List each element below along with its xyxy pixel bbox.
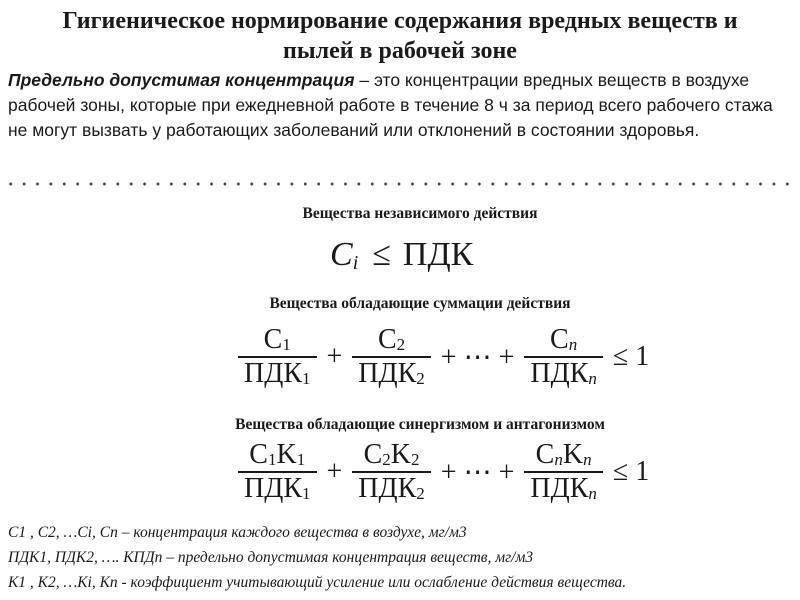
page-title [0,6,800,66]
formula-summation [238,324,659,390]
formula-independent [330,236,473,274]
plus-ellipsis-operator: + ⋯ + [440,457,515,488]
heading-synergism-antagonism: Вещества обладающие синергизмом и антагонизмом [235,416,605,433]
dotted-divider [4,182,798,186]
fraction-term-1 [238,324,317,390]
fraction-denominator: $ПДК_2$ [358,473,425,504]
fraction-term-n [524,439,603,505]
formula-relation: ≤ [372,236,391,273]
formula-rhs: ПДК [402,236,474,273]
formula-synergism [238,439,659,505]
heading-independent-action: Вещества независимого действия [302,205,538,222]
fraction-denominator: $ПДК_n$ [530,358,597,389]
fraction-numerator: $C_nK_n$ [535,439,592,470]
page-title-line-2: пылей в рабочей зоне [283,38,517,64]
fraction-denominator: $ПДК_1$ [244,473,311,504]
defined-term: Предельно допустимая концентрация [8,70,355,90]
fraction-numerator: $C_n$ [550,324,578,355]
fraction-denominator: $ПДК_2$ [358,358,425,389]
definition-text: – это концентрации вредных веществ в воздухе рабочей зоны, которые при ежедневной работе в течение 8 ч за период всего рабочего стажа не могут вызвать у работающих заболеваний или отклонений в состоянии здоровья. [8,70,773,140]
heading-summation-action: Вещества обладающие суммации действия [269,295,571,312]
fraction-numerator: $C_2K_2$ [363,439,420,470]
legend-mac: ПДК1, ПДК2, …. КПДn – предельно допустимая концентрация веществ, мг/м3 [8,549,534,566]
formula-relation: ≤ 1 [612,341,650,372]
fraction-term-1 [238,439,317,505]
fraction-numerator: $C_2$ [377,324,406,355]
fraction-term-n [524,324,603,390]
fraction-term-2 [352,439,431,505]
plus-ellipsis-operator: + ⋯ + [440,342,515,373]
fraction-term-2 [352,324,431,390]
plus-operator: + [326,341,343,372]
formula-variable-subscript: i [352,251,359,274]
legend-concentration: С1 , С2, …Сi, Сn – концентрация каждого вещества в воздухе, мг/м3 [8,524,467,541]
formula-relation: ≤ 1 [612,456,650,487]
fraction-numerator: $C_1K_1$ [249,439,306,470]
fraction-numerator: $C_1$ [263,324,291,355]
legend-coefficient: К1 , К2, …Кi, Кn - коэффициент учитывающий усиление или ослабление действия вещества. [8,574,627,591]
page-title-line-1: Гигиеническое нормирование содержания вредных веществ и [62,8,738,34]
formula-variable: C [330,236,353,273]
fraction-denominator: $ПДК_1$ [244,358,311,389]
definition-paragraph [8,68,794,143]
fraction-denominator: $ПДК_n$ [530,473,597,504]
plus-operator: + [326,456,343,487]
